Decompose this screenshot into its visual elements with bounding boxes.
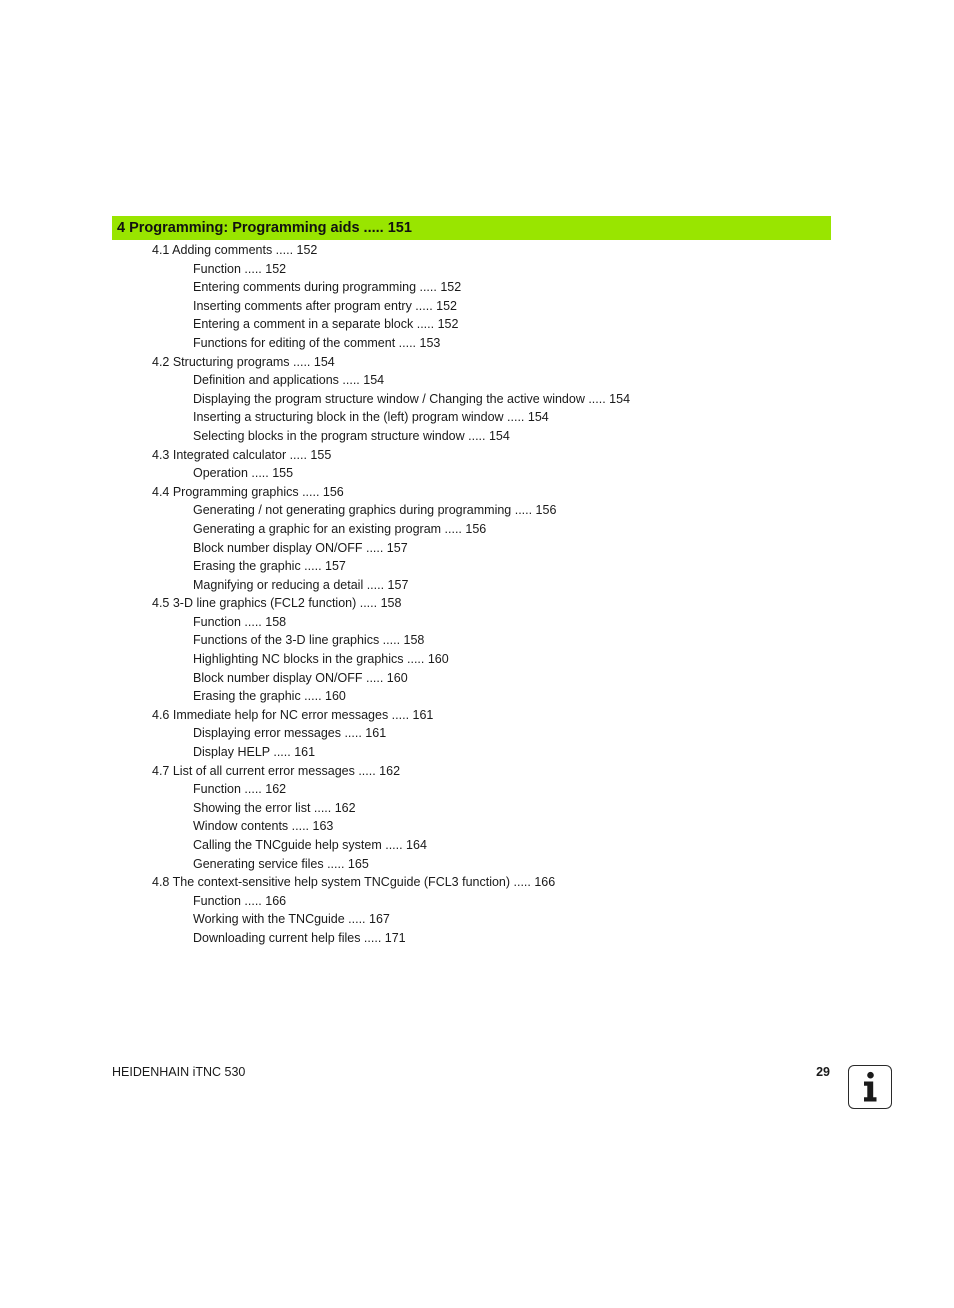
toc-subsection-entry[interactable]: Display HELP ..... 161 <box>193 745 316 760</box>
toc-subsection-entry[interactable]: Magnifying or reducing a detail ..... 157 <box>193 577 409 592</box>
page-number: 29 <box>816 1065 830 1079</box>
toc-subsection-entry[interactable]: Function ..... 162 <box>193 782 287 797</box>
toc-subsection-entry[interactable]: Working with the TNCguide ..... 167 <box>193 912 390 927</box>
toc-subsection-entry[interactable]: Generating a graphic for an existing program ..... 156 <box>193 521 487 536</box>
toc-section-entry[interactable]: 4.7 List of all current error messages ..... 162 <box>152 763 401 778</box>
toc-section-entry[interactable]: 4.1 Adding comments ..... 152 <box>152 243 318 257</box>
toc-subsection-entry[interactable]: Entering comments during programming ..... 152 <box>193 280 462 295</box>
toc-subsection-entry[interactable]: Operation ..... 155 <box>193 466 294 481</box>
toc-subsection-entry[interactable]: Block number display ON/OFF ..... 160 <box>193 670 408 685</box>
toc-subsection-entry[interactable]: Displaying the program structure window / Changing the active window ..... 154 <box>193 391 631 406</box>
toc-section-entry[interactable]: 4.8 The context-sensitive help system TNCguide (FCL3 function) ..... 166 <box>152 875 556 890</box>
toc-subsection-entry[interactable]: Inserting a structuring block in the (left) program window ..... 154 <box>193 410 549 425</box>
chapter-heading-bar <box>112 216 831 240</box>
toc-subsection-entry[interactable]: Downloading current help files ..... 171 <box>193 930 406 945</box>
toc-subsection-entry[interactable]: Inserting comments after program entry ..... 152 <box>193 298 458 313</box>
toc-subsection-entry[interactable]: Selecting blocks in the program structure window ..... 154 <box>193 428 510 443</box>
footer-product-name: HEIDENHAIN iTNC 530 <box>112 1065 246 1079</box>
toc-subsection-entry[interactable]: Generating service files ..... 165 <box>193 856 369 871</box>
toc-section-entry[interactable]: 4.4 Programming graphics ..... 156 <box>152 484 344 499</box>
toc-subsection-entry[interactable]: Definition and applications ..... 154 <box>193 373 385 388</box>
toc-section-entry[interactable]: 4.5 3-D line graphics (FCL2 function) ..... 158 <box>152 596 402 611</box>
toc-subsection-entry[interactable]: Erasing the graphic ..... 157 <box>193 559 346 574</box>
toc-subsection-entry[interactable]: Showing the error list ..... 162 <box>193 800 356 815</box>
toc-subsection-entry[interactable]: Window contents ..... 163 <box>193 819 334 834</box>
toc-subsection-entry[interactable]: Functions for editing of the comment ..... 153 <box>193 335 441 350</box>
toc-section-entry[interactable]: 4.2 Structuring programs ..... 154 <box>152 354 335 369</box>
table-of-contents <box>0 241 954 948</box>
info-icon-glyph <box>849 1066 890 1107</box>
toc-section-entry[interactable]: 4.6 Immediate help for NC error messages ..... 161 <box>152 707 434 722</box>
toc-subsection-entry[interactable]: Functions of the 3-D line graphics ..... 158 <box>193 633 425 648</box>
toc-subsection-entry[interactable]: Generating / not generating graphics during programming ..... 156 <box>193 503 557 518</box>
toc-section-entry[interactable]: 4.3 Integrated calculator ..... 155 <box>152 447 332 462</box>
toc-subsection-entry[interactable]: Calling the TNCguide help system ..... 164 <box>193 838 427 852</box>
toc-subsection-entry[interactable]: Erasing the graphic ..... 160 <box>193 689 346 704</box>
toc-subsection-entry[interactable]: Block number display ON/OFF ..... 157 <box>193 540 408 555</box>
toc-subsection-entry[interactable]: Function ..... 152 <box>193 261 287 276</box>
toc-subsection-entry[interactable]: Highlighting NC blocks in the graphics ..... 160 <box>193 652 449 667</box>
toc-subsection-entry[interactable]: Function ..... 158 <box>193 614 287 629</box>
info-icon <box>848 1065 892 1109</box>
toc-subsection-entry[interactable]: Displaying error messages ..... 161 <box>193 726 387 741</box>
toc-subsection-entry[interactable]: Function ..... 166 <box>193 893 287 908</box>
chapter-title[interactable]: 4 Programming: Programming aids ..... 151 <box>117 220 412 236</box>
toc-subsection-entry[interactable]: Entering a comment in a separate block ..... 152 <box>193 317 459 332</box>
